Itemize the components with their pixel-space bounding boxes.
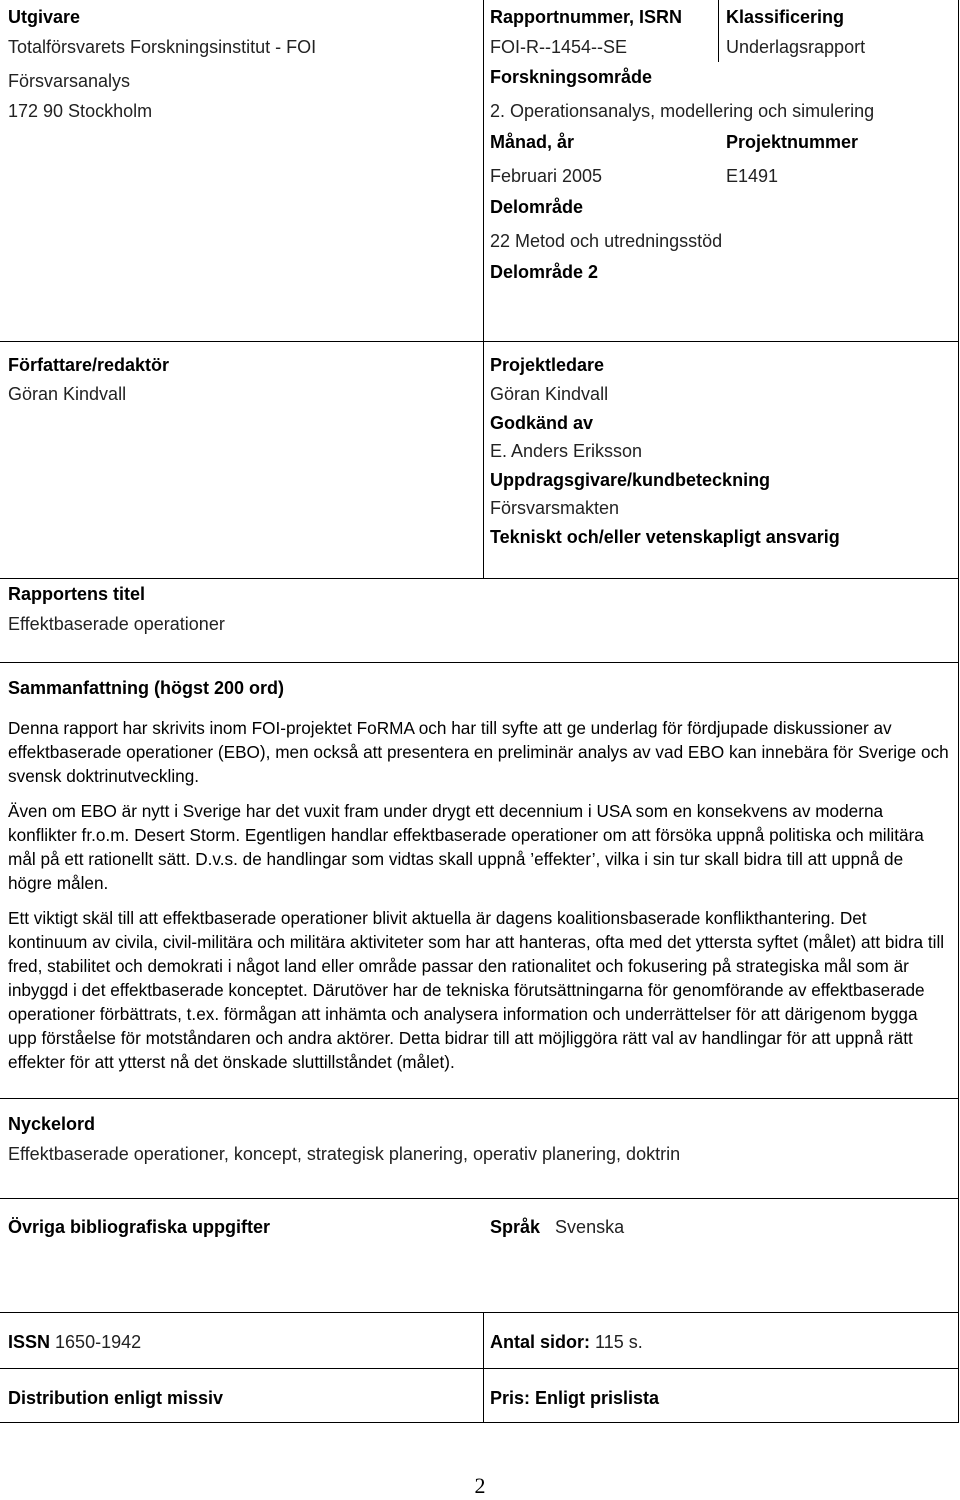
distribution-label: Distribution enligt missiv — [8, 1388, 224, 1408]
issn-value: 1650-1942 — [55, 1332, 142, 1352]
subarea2-label: Delområde 2 — [490, 262, 599, 282]
author-label: Författare/redaktör — [8, 355, 170, 375]
row-divider — [0, 1098, 958, 1099]
summary-paragraph: Ett viktigt skäl till att effektbaserade operationer blivit aktuella är dagens koalitionsbaserade konflikthantering. Det kontinuum av civila, civil-militära och militära aktiviteter som har att hanteras, ofta med det yttersta syftet (målet) att bidra till fred, stabilitet och demokrati i något land eller område passar den rationalitet och fokusering på strategiska mål som är inbyggd i det effektbaserade konceptet. Därutöver har de tekniska förutsättningarna för genomförande av effektbaserade operationer förbättrats, t.ex. förmågan att inhämta och analysera information och underrättelser för att därigenom bygga upp förståelse för motståndaren och andra aktörer. Detta bidrar till att möjliggöra rätt val av handlingar för att uppnå rätt effekter för att ytterst nå det önskade sluttillståndet (målet). — [8, 908, 945, 1072]
title-value: Effektbaserade operationer — [8, 614, 225, 634]
row-divider — [0, 341, 958, 342]
approved-by-label: Godkänd av — [490, 413, 594, 433]
project-leader-label: Projektledare — [490, 355, 605, 375]
column-divider — [483, 0, 484, 578]
project-number-label: Projektnummer — [726, 132, 859, 152]
summary-paragraph: Även om EBO är nytt i Sverige har det vuxit fram under drygt ett decennium i USA som en konsekvens av moderna konflikter fr.o.m. Desert Storm. Egentligen handlar effektbaserade operationer om att försöka uppnå politiska och militära mål på ett rationellt sätt. D.v.s. de handlingar som vidtas skall uppnå ’effekter’, vilka i sin tur skall bidra till att uppnå de högre målen. — [8, 801, 924, 893]
month-year-label: Månad, år — [490, 132, 575, 152]
publisher-line: Totalförsvarets Forskningsinstitut - FOI — [8, 37, 317, 57]
responsible-label: Tekniskt och/eller vetenskapligt ansvarig — [490, 527, 840, 547]
row-divider — [0, 1312, 958, 1313]
row-divider — [0, 578, 958, 579]
approved-by-value: E. Anders Eriksson — [490, 441, 643, 461]
language-value: Svenska — [555, 1217, 625, 1237]
summary-body — [8, 716, 950, 1085]
price-label: Pris: Enligt prislista — [490, 1388, 660, 1408]
language-label: Språk — [490, 1217, 541, 1237]
row-divider — [0, 1368, 958, 1369]
summary-paragraph: Denna rapport har skrivits inom FOI-projektet FoRMA och har till syfte att ge underlag för fördjupade diskussioner av effektbaserade operationer (EBO), men också att presentera en preliminär analys av vad EBO kan innebära för Sverige och svensk doktrinutveckling. — [8, 718, 949, 786]
other-bib-label: Övriga bibliografiska uppgifter — [8, 1217, 271, 1237]
page-number: 2 — [474, 1473, 486, 1498]
project-leader-value: Göran Kindvall — [490, 384, 609, 404]
keywords-label: Nyckelord — [8, 1114, 96, 1134]
title-label: Rapportens titel — [8, 584, 146, 604]
research-area-value: 2. Operationsanalys, modellering och simulering — [490, 101, 875, 121]
issn-row — [8, 1331, 141, 1353]
column-divider — [483, 1312, 484, 1422]
author-value: Göran Kindvall — [8, 384, 127, 404]
row-divider — [0, 1198, 958, 1199]
pages-row — [490, 1331, 643, 1353]
subarea-value: 22 Metod och utredningsstöd — [490, 231, 723, 251]
language-row — [490, 1216, 624, 1238]
pages-value: 115 s. — [595, 1332, 643, 1352]
research-area-label: Forskningsområde — [490, 67, 653, 87]
publisher-line: Försvarsanalys — [8, 71, 131, 91]
project-number-value: E1491 — [726, 166, 779, 186]
header-divider — [718, 0, 719, 62]
keywords-value: Effektbaserade operationer, koncept, strategisk planering, operativ planering, doktrin — [8, 1144, 681, 1164]
summary-label: Sammanfattning (högst 200 ord) — [8, 678, 285, 698]
classification-label: Klassificering — [726, 7, 845, 27]
month-year-value: Februari 2005 — [490, 166, 603, 186]
row-divider — [0, 662, 958, 663]
classification-value: Underlagsrapport — [726, 37, 866, 57]
pages-label: Antal sidor: — [490, 1332, 591, 1352]
report-number-value: FOI-R--1454--SE — [490, 37, 628, 57]
client-label: Uppdragsgivare/kundbeteckning — [490, 470, 771, 490]
report-number-label: Rapportnummer, ISRN — [490, 7, 683, 27]
client-value: Försvarsmakten — [490, 498, 620, 518]
publisher-label: Utgivare — [8, 7, 81, 27]
subarea-label: Delområde — [490, 197, 584, 217]
publisher-line: 172 90 Stockholm — [8, 101, 153, 121]
issn-label: ISSN — [8, 1332, 51, 1352]
